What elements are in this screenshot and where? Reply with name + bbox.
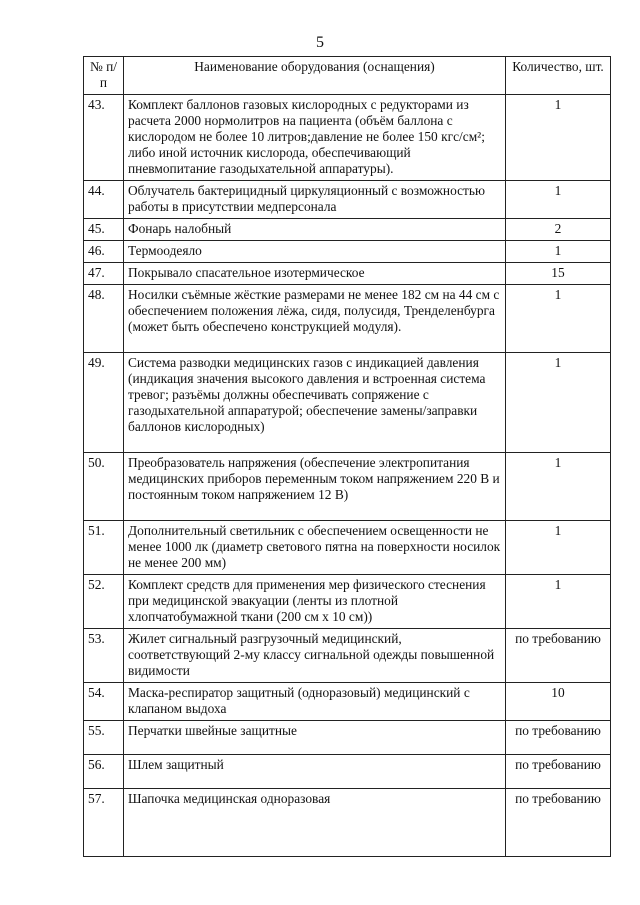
row-number: 57. [84, 789, 124, 857]
row-number: 46. [84, 241, 124, 263]
row-quantity: 2 [506, 219, 611, 241]
row-equipment-name: Шапочка медицинская одноразовая [124, 789, 506, 857]
table-row [84, 285, 611, 353]
row-equipment-name: Маска-респиратор защитный (одноразовый) медицинский с клапаном выдоха [124, 683, 506, 721]
row-number: 48. [84, 285, 124, 353]
table-row [84, 353, 611, 453]
row-number: 47. [84, 263, 124, 285]
row-number: 50. [84, 453, 124, 521]
table-row [84, 575, 611, 629]
row-quantity: по требованию [506, 629, 611, 683]
row-equipment-name: Комплект баллонов газовых кислородных с редукторами из расчета 2000 нормолитров на пациента (объём баллона с кислородом не более 10 литров;давление не более 150 кгс/см²; либо иной источник кислорода, обеспечивающий пневмопитание газодыхательной аппаратуры). [124, 95, 506, 181]
row-equipment-name: Система разводки медицинских газов с индикацией давления (индикация значения высокого давления и встроенная система тревог; разъёмы должны обеспечивать сопряжение с газодыхательной аппаратурой; обеспечение замены/заправки баллонов кислородных) [124, 353, 506, 453]
table-row [84, 521, 611, 575]
row-equipment-name: Фонарь налобный [124, 219, 506, 241]
table-row [84, 755, 611, 789]
row-quantity: 10 [506, 683, 611, 721]
row-equipment-name: Дополнительный светильник с обеспечением освещенности не менее 1000 лк (диаметр светового пятна на поверхности носилок не менее 200 мм) [124, 521, 506, 575]
header-quantity: Количество, шт. [506, 57, 611, 95]
row-equipment-name: Покрывало спасательное изотермическое [124, 263, 506, 285]
page-number: 5 [316, 34, 324, 51]
row-equipment-name: Преобразователь напряжения (обеспечение электропитания медицинских приборов переменным током напряжением 220 В и постоянным током напряжением 12 В) [124, 453, 506, 521]
row-equipment-name: Облучатель бактерицидный циркуляционный с возможностью работы в присутствии медперсонала [124, 181, 506, 219]
row-quantity: по требованию [506, 755, 611, 789]
table-row [84, 219, 611, 241]
row-quantity: 1 [506, 353, 611, 453]
table-row [84, 241, 611, 263]
row-quantity: 1 [506, 95, 611, 181]
header-number: № п/п [84, 57, 124, 95]
row-equipment-name: Носилки съёмные жёсткие размерами не менее 182 см на 44 см с обеспечением положения лёжа, сидя, полусидя, Тренделенбурга (может быть обеспечено конструкцией модуля). [124, 285, 506, 353]
row-number: 56. [84, 755, 124, 789]
row-number: 53. [84, 629, 124, 683]
row-number: 49. [84, 353, 124, 453]
table-row [84, 629, 611, 683]
header-name: Наименование оборудования (оснащения) [124, 57, 506, 95]
table-row [84, 181, 611, 219]
table-row [84, 789, 611, 857]
row-equipment-name: Шлем защитный [124, 755, 506, 789]
row-quantity: по требованию [506, 721, 611, 755]
row-equipment-name: Жилет сигнальный разгрузочный медицинский, соответствующий 2-му классу сигнальной одежды повышенной видимости [124, 629, 506, 683]
row-quantity: 1 [506, 285, 611, 353]
row-number: 54. [84, 683, 124, 721]
row-number: 52. [84, 575, 124, 629]
row-number: 55. [84, 721, 124, 755]
table-row [84, 721, 611, 755]
table-row [84, 683, 611, 721]
table-row [84, 453, 611, 521]
row-quantity: 1 [506, 181, 611, 219]
row-quantity: по требованию [506, 789, 611, 857]
table-row [84, 95, 611, 181]
row-equipment-name: Перчатки швейные защитные [124, 721, 506, 755]
row-quantity: 1 [506, 241, 611, 263]
row-equipment-name: Комплект средств для применения мер физического стеснения при медицинской эвакуации (ленты из плотной хлопчатобумажной ткани (200 см х 10 см)) [124, 575, 506, 629]
equipment-table [83, 56, 611, 857]
table-row [84, 263, 611, 285]
row-number: 45. [84, 219, 124, 241]
table-header-row [84, 57, 611, 95]
row-number: 51. [84, 521, 124, 575]
row-quantity: 1 [506, 453, 611, 521]
row-quantity: 1 [506, 521, 611, 575]
row-number: 44. [84, 181, 124, 219]
row-equipment-name: Термоодеяло [124, 241, 506, 263]
row-number: 43. [84, 95, 124, 181]
row-quantity: 15 [506, 263, 611, 285]
row-quantity: 1 [506, 575, 611, 629]
